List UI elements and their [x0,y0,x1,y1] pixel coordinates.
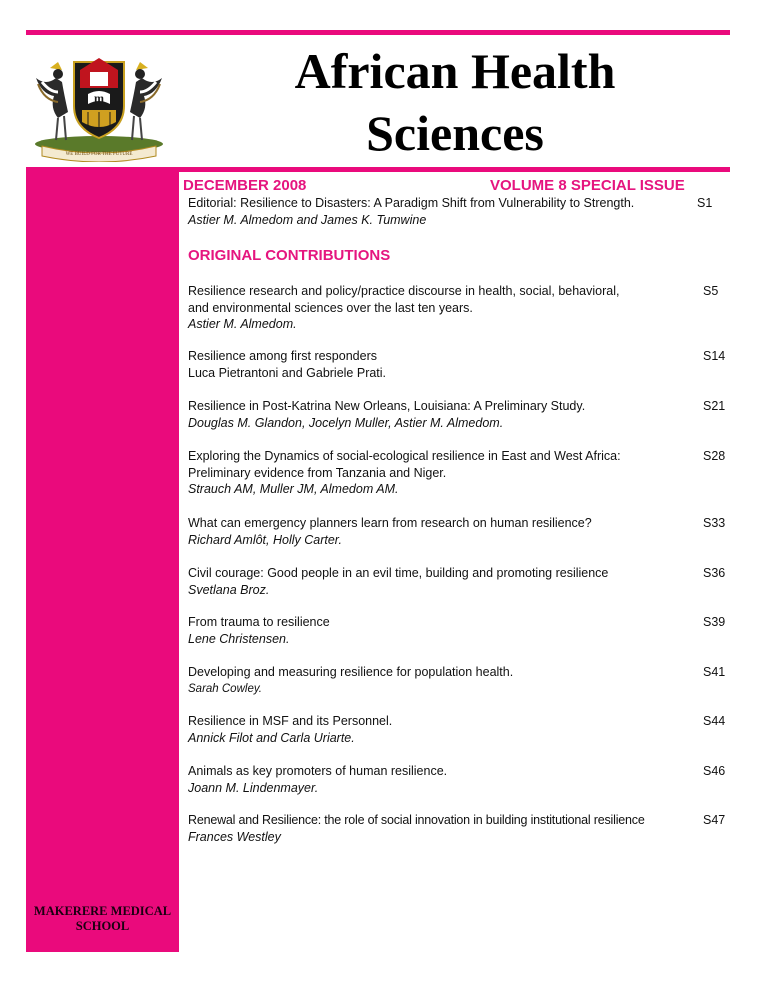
article-page: S36 [703,566,726,580]
article-page: S39 [703,615,726,629]
shield-icon [74,58,124,138]
article-title-line[interactable]: Resilience research and policy/practice discourse in health, social, behavioral, [188,284,620,298]
journal-title-line1: African Health [294,43,616,99]
issue-date: DECEMBER 2008 [183,177,307,194]
article-entry[interactable] [188,448,728,498]
sidebar-band [26,172,179,952]
editorial-title[interactable]: Editorial: Resilience to Disasters: A Paradigm Shift from Vulnerability to Strength. [188,196,635,210]
editorial-authors: Astier M. Almedom and James K. Tumwine [188,212,427,227]
university-crest-logo [28,48,170,162]
article-entry[interactable] [188,348,728,381]
article-authors: Annick Filot and Carla Uriarte. [188,730,355,745]
article-authors: Douglas M. Glandon, Jocelyn Muller, Astier M. Almedom. [188,415,504,430]
article-entry[interactable] [188,283,728,333]
article-authors: Astier M. Almedom. [188,317,297,331]
article-title-line[interactable]: Resilience in Post-Katrina New Orleans, Louisiana: A Preliminary Study. [188,399,586,413]
article-title-line[interactable]: What can emergency planners learn from research on human resilience? [188,516,592,530]
article-entry[interactable] [188,398,728,431]
article-title-line[interactable]: Resilience among first responders [188,349,377,363]
article-authors: Strauch AM, Muller JM, Almedom AM. [188,482,399,496]
article-entry[interactable] [188,565,728,598]
journal-title-line2: Sciences [366,105,544,161]
article-page: S28 [703,449,726,463]
issue-volume: VOLUME 8 SPECIAL ISSUE [490,177,685,194]
motto-text: WE BUILD FOR THE FUTURE [65,152,133,157]
article-page: S21 [703,399,726,413]
section-heading: ORIGINAL CONTRIBUTIONS [188,247,391,264]
article-title-line[interactable]: Animals as key promoters of human resilience. [188,764,448,778]
article-title-line[interactable]: Exploring the Dynamics of social-ecological resilience in East and West Africa: [188,449,621,463]
article-title-line[interactable]: and environmental sciences over the last ten years. [188,300,473,315]
article-authors: Svetlana Broz. [188,582,270,597]
right-crane-icon [130,62,162,140]
article-page: S41 [703,665,726,679]
article-page: S44 [703,714,726,728]
article-title-line[interactable]: Preliminary evidence from Tanzania and Niger. [188,465,447,480]
article-authors: Luca Pietrantoni and Gabriele Prati. [188,365,387,380]
top-rule [26,30,730,35]
article-authors: Lene Christensen. [188,631,290,646]
article-authors: Sarah Cowley. [188,682,262,695]
editorial-page: S1 [697,196,713,210]
article-page: S47 [703,813,726,827]
article-title-line[interactable]: Renewal and Resilience: the role of social innovation in building institutional resilience [188,813,645,827]
svg-text:m: m [94,91,104,105]
article-entry[interactable] [188,713,728,746]
article-entry[interactable] [188,614,728,647]
article-authors: Frances Westley [188,829,281,844]
left-crane-icon [36,62,68,140]
article-title-line[interactable]: From trauma to resilience [188,615,330,629]
article-page: S5 [703,284,719,298]
article-page: S33 [703,516,726,530]
publisher-label: MAKERERE MEDICAL SCHOOL [33,904,172,933]
article-authors: Richard Amlôt, Holly Carter. [188,532,342,547]
editorial-entry[interactable] [188,195,698,228]
article-authors: Joann M. Lindenmayer. [188,780,319,795]
article-page: S14 [703,349,726,363]
article-title-line[interactable]: Developing and measuring resilience for population health. [188,665,514,679]
article-title-line[interactable]: Civil courage: Good people in an evil time, building and promoting resilience [188,566,609,580]
article-entry[interactable] [188,664,728,697]
article-entry[interactable] [188,763,728,796]
article-page: S46 [703,764,726,778]
article-entry[interactable] [188,812,700,845]
article-title-line[interactable]: Resilience in MSF and its Personnel. [188,714,393,728]
article-entry[interactable] [188,515,728,548]
journal-title [230,40,680,164]
